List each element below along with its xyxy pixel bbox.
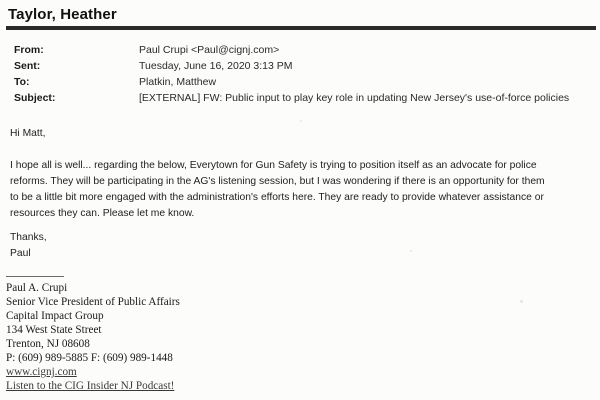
mailbox-owner-name: Taylor, Heather (8, 6, 117, 23)
signature-company: Capital Impact Group (6, 310, 104, 322)
signature-divider (6, 276, 64, 277)
email-body-line: resources they can. Please let me know. (10, 208, 195, 219)
scan-speck (300, 120, 302, 122)
subject-label: Subject: (14, 92, 56, 104)
subject-value: [EXTERNAL] FW: Public input to play key role in updating New Jersey's use-of-force policies (139, 92, 570, 104)
email-body-line: reforms. They will be participating in the AG's listening session, but I was wondering if there is an opportunity for them (10, 176, 545, 187)
scan-speck (520, 300, 523, 303)
signature-phones: P: (609) 989-5885 F: (609) 989-1448 (6, 352, 173, 364)
to-value: Platkin, Matthew (139, 76, 217, 88)
header-divider (6, 26, 596, 30)
signature-name: Paul A. Crupi (6, 282, 68, 294)
email-body-line: to be a little bit more engaged with the administration's efforts here. They are ready to provide whatever assistance or (10, 192, 544, 203)
from-label: From: (14, 44, 44, 56)
from-value: Paul Crupi <Paul@cignj.com> (139, 44, 280, 56)
email-sender-first-name: Paul (10, 248, 31, 259)
scan-speck (410, 250, 412, 252)
email-body-line: I hope all is well... regarding the below, Everytown for Gun Safety is trying to position itself as an advocate for police (10, 160, 537, 171)
sent-value: Tuesday, June 16, 2020 3:13 PM (139, 60, 293, 72)
sent-label: Sent: (14, 60, 41, 72)
signature-podcast-link[interactable]: Listen to the CIG Insider NJ Podcast! (6, 380, 175, 392)
email-greeting: Hi Matt, (10, 128, 46, 139)
email-closing: Thanks, (10, 232, 47, 243)
to-label: To: (14, 76, 30, 88)
signature-city: Trenton, NJ 08608 (6, 338, 90, 350)
signature-title: Senior Vice President of Public Affairs (6, 296, 180, 308)
signature-street: 134 West State Street (6, 324, 102, 336)
signature-website-link[interactable]: www.cignj.com (6, 366, 77, 378)
